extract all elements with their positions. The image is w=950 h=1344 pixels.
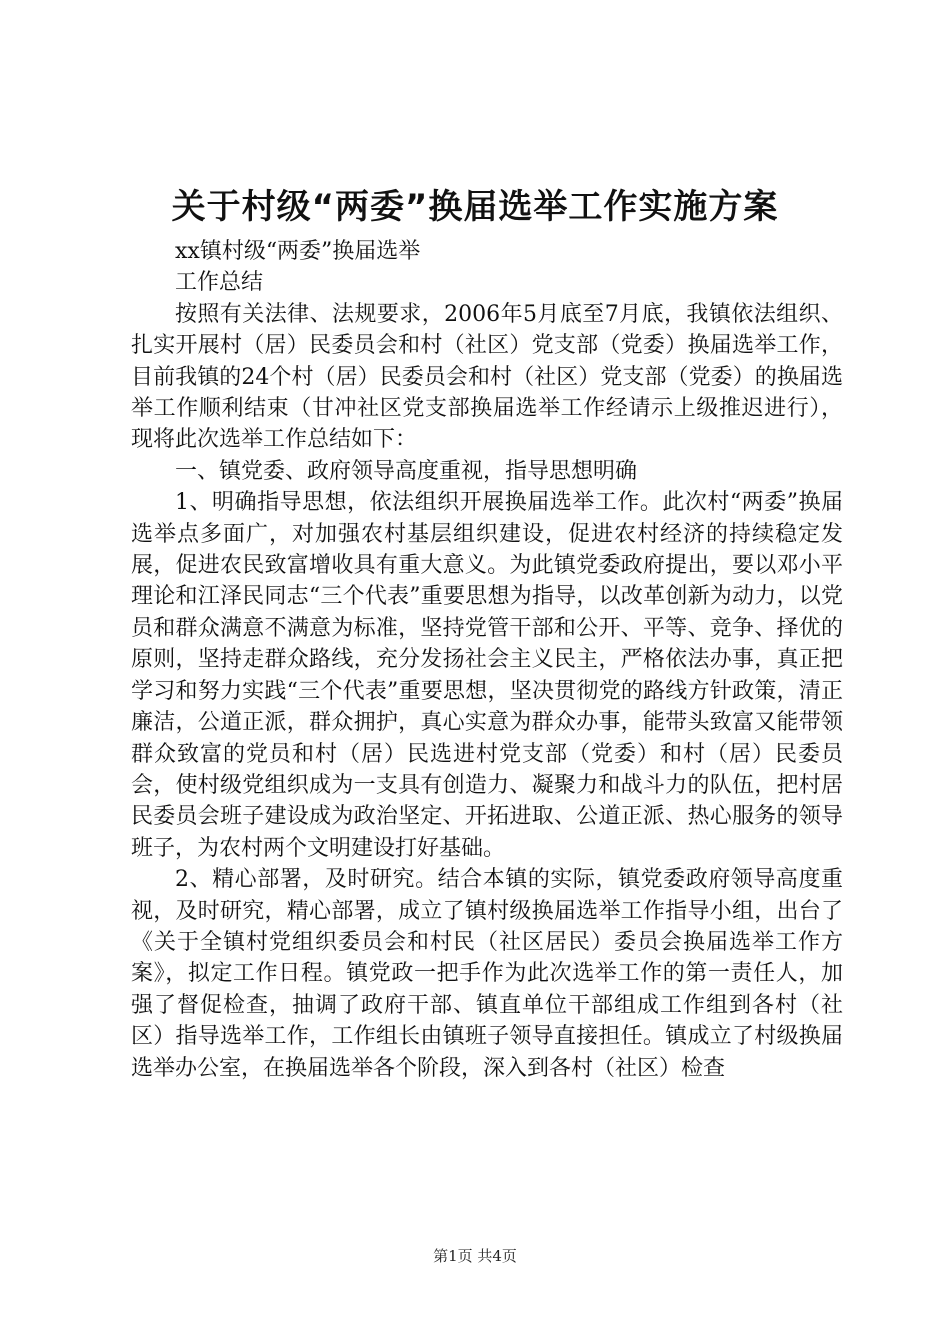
paragraph-item-1: 1、明确指导思想，依法组织开展换届选举工作。此次村“两委”换届选举点多面广，对加强农村基层组织建设，促进农村经济的持续稳定发展，促进农民致富增收具有重大意义。为此镇党委政府提出，要以邓小平理论和江泽民同志“三个代表”重要思想为指导，以改革创新为动力，以党员和群众满意不满意为标准，坚持党管干部和公开、平等、竞争、择优的原则，坚持走群众路线，充分发扬社会主义民主，严格依法办事，真正把学习和努力实践“三个代表”重要思想，坚决贯彻党的路线方针政策，清正廉洁，公道正派，群众拥护，真心实意为群众办事，能带头致富又能带领群众致富的党员和村（居）民选进村党支部（党委）和村（居）民委员会，使村级党组织成为一支具有创造力、凝聚力和战斗力的队伍，把村居民委员会班子建设成为政治坚定、开拓进取、公道正派、热心服务的领导班子，为农村两个文明建设打好基础。 bbox=[131, 490, 843, 861]
page-footer: 第1页 共4页 bbox=[433, 1247, 517, 1265]
paragraph-intro: 按照有关法律、法规要求，2006年5月底至7月底，我镇依法组织、扎实开展村（居）民委员会和村（社区）党支部（党委）换届选举工作，目前我镇的24个村（居）民委员会和村（社区）党支部（党委）的换届选举工作顺利结束（甘冲社区党支部换届选举工作经请示上级推迟进行），现将此次选举工作总结如下： bbox=[131, 301, 844, 453]
document-title: 关于村级“两委”换届选举工作实施方案 bbox=[171, 187, 779, 227]
section-heading-1: 一、镇党委、政府领导高度重视，指导思想明确 bbox=[175, 458, 638, 484]
subtitle-line-2: 工作总结 bbox=[175, 270, 264, 296]
document-body bbox=[131, 236, 843, 1084]
subtitle-line-1: xx镇村级“两委”换届选举 bbox=[175, 239, 421, 264]
paragraph-item-2: 2、精心部署，及时研究。结合本镇的实际，镇党委政府领导高度重视，及时研究，精心部署，成立了镇村级换届选举工作指导小组，出台了《关于全镇村党组织委员会和村民（社区居民）委员会换届选举工作方案》，拟定工作日程。镇党政一把手作为此次选举工作的第一责任人，加强了督促检查，抽调了政府干部、镇直单位干部组成工作组到各村（社区）指导选举工作，工作组长由镇班子领导直接担任。镇成立了村级换届选举办公室，在换届选举各个阶段，深入到各村（社区）检查 bbox=[131, 867, 843, 1081]
